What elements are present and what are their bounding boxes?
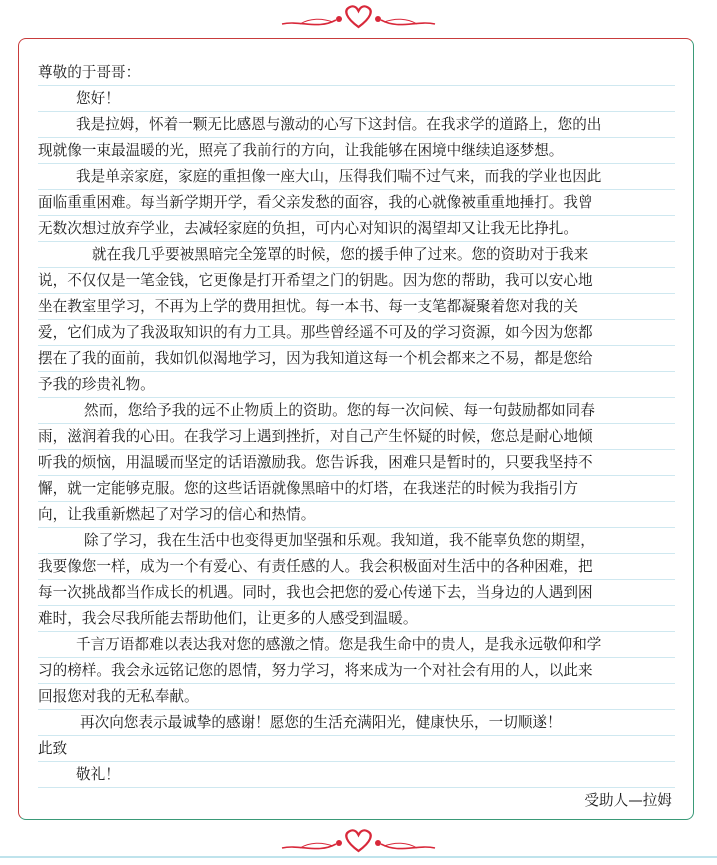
letter-line: 千言万语都难以表达我对您的感激之情。您是我生命中的贵人，是我永远敬仰和学 bbox=[38, 632, 675, 658]
letter-line: 坐在教室里学习，不再为上学的费用担忧。每一本书、每一支笔都凝聚着您对我的关 bbox=[38, 294, 675, 320]
letter-line: 然而，您给予我的远不止物质上的资助。您的每一次问候、每一句鼓励都如同春 bbox=[38, 398, 675, 424]
letter-line: 习的榜样。我会永远铭记您的恩情，努力学习，将来成为一个对社会有用的人，以此来 bbox=[38, 658, 675, 684]
letter-line: 回报您对我的无私奉献。 bbox=[38, 684, 675, 710]
letter-line: 向，让我重新燃起了对学习的信心和热情。 bbox=[38, 502, 675, 528]
letter-line: 我要像您一样，成为一个有爱心、有责任感的人。我会积极面对生活中的各种困难，把 bbox=[38, 554, 675, 580]
letter-line: 现就像一束最温暖的光，照亮了我前行的方向，让我能够在困境中继续追逐梦想。 bbox=[38, 138, 675, 164]
letter-line: 就在我几乎要被黑暗完全笼罩的时候，您的援手伸了过来。您的资助对于我来 bbox=[38, 242, 675, 268]
letter-line: 听我的烦恼，用温暖而坚定的话语激励我。您告诉我，困难只是暂时的，只要我坚持不 bbox=[38, 450, 675, 476]
top-heart-ornament-icon bbox=[0, 0, 717, 32]
letter-greeting: 尊敬的于哥哥： bbox=[38, 60, 675, 86]
letter-line: 说，不仅仅是一笔金钱，它更像是打开希望之门的钥匙。因为您的帮助，我可以安心地 bbox=[38, 268, 675, 294]
letter-line: 无数次想过放弃学业，去减轻家庭的负担，可内心对知识的渴望却又让我无比挣扎。 bbox=[38, 216, 675, 242]
letter-line: 除了学习，我在生活中也变得更加坚强和乐观。我知道，我不能辜负您的期望， bbox=[38, 528, 675, 554]
letter-body bbox=[38, 60, 675, 814]
bottom-heart-ornament-icon bbox=[0, 824, 717, 856]
letter-line: 摆在了我的面前，我如饥似渴地学习，因为我知道这每一个机会都来之不易，都是您给 bbox=[38, 346, 675, 372]
letter-line: 我是拉姆，怀着一颗无比感恩与激动的心写下这封信。在我求学的道路上，您的出 bbox=[38, 112, 675, 138]
letter-salutation: 您好！ bbox=[38, 86, 675, 112]
letter-line: 懈，就一定能够克服。您的这些话语就像黑暗中的灯塔，在我迷茫的时候为我指引方 bbox=[38, 476, 675, 502]
letter-line: 再次向您表示最诚挚的感谢！愿您的生活充满阳光，健康快乐，一切顺遂！ bbox=[38, 710, 675, 736]
letter-closing: 此致 bbox=[38, 736, 675, 762]
letter-line: 难时，我会尽我所能去帮助他们，让更多的人感受到温暖。 bbox=[38, 606, 675, 632]
letter-signature: 受助人—拉姆 bbox=[584, 792, 672, 809]
letter-line: 爱，它们成为了我汲取知识的有力工具。那些曾经遥不可及的学习资源，如今因为您都 bbox=[38, 320, 675, 346]
letter-line: 雨，滋润着我的心田。在我学习上遇到挫折，对自己产生怀疑的时候，您总是耐心地倾 bbox=[38, 424, 675, 450]
letter-line: 我是单亲家庭，家庭的重担像一座大山，压得我们喘不过气来，而我的学业也因此 bbox=[38, 164, 675, 190]
letter-line: 每一次挑战都当作成长的机遇。同时，我也会把您的爱心传递下去，当身边的人遇到困 bbox=[38, 580, 675, 606]
letter-regards: 敬礼！ bbox=[38, 762, 675, 788]
bottom-divider bbox=[0, 856, 717, 858]
letter-line: 面临重重困难。每当新学期开学，看父亲发愁的面容，我的心就像被重重地捶打。我曾 bbox=[38, 190, 675, 216]
letter-line: 予我的珍贵礼物。 bbox=[38, 372, 675, 398]
